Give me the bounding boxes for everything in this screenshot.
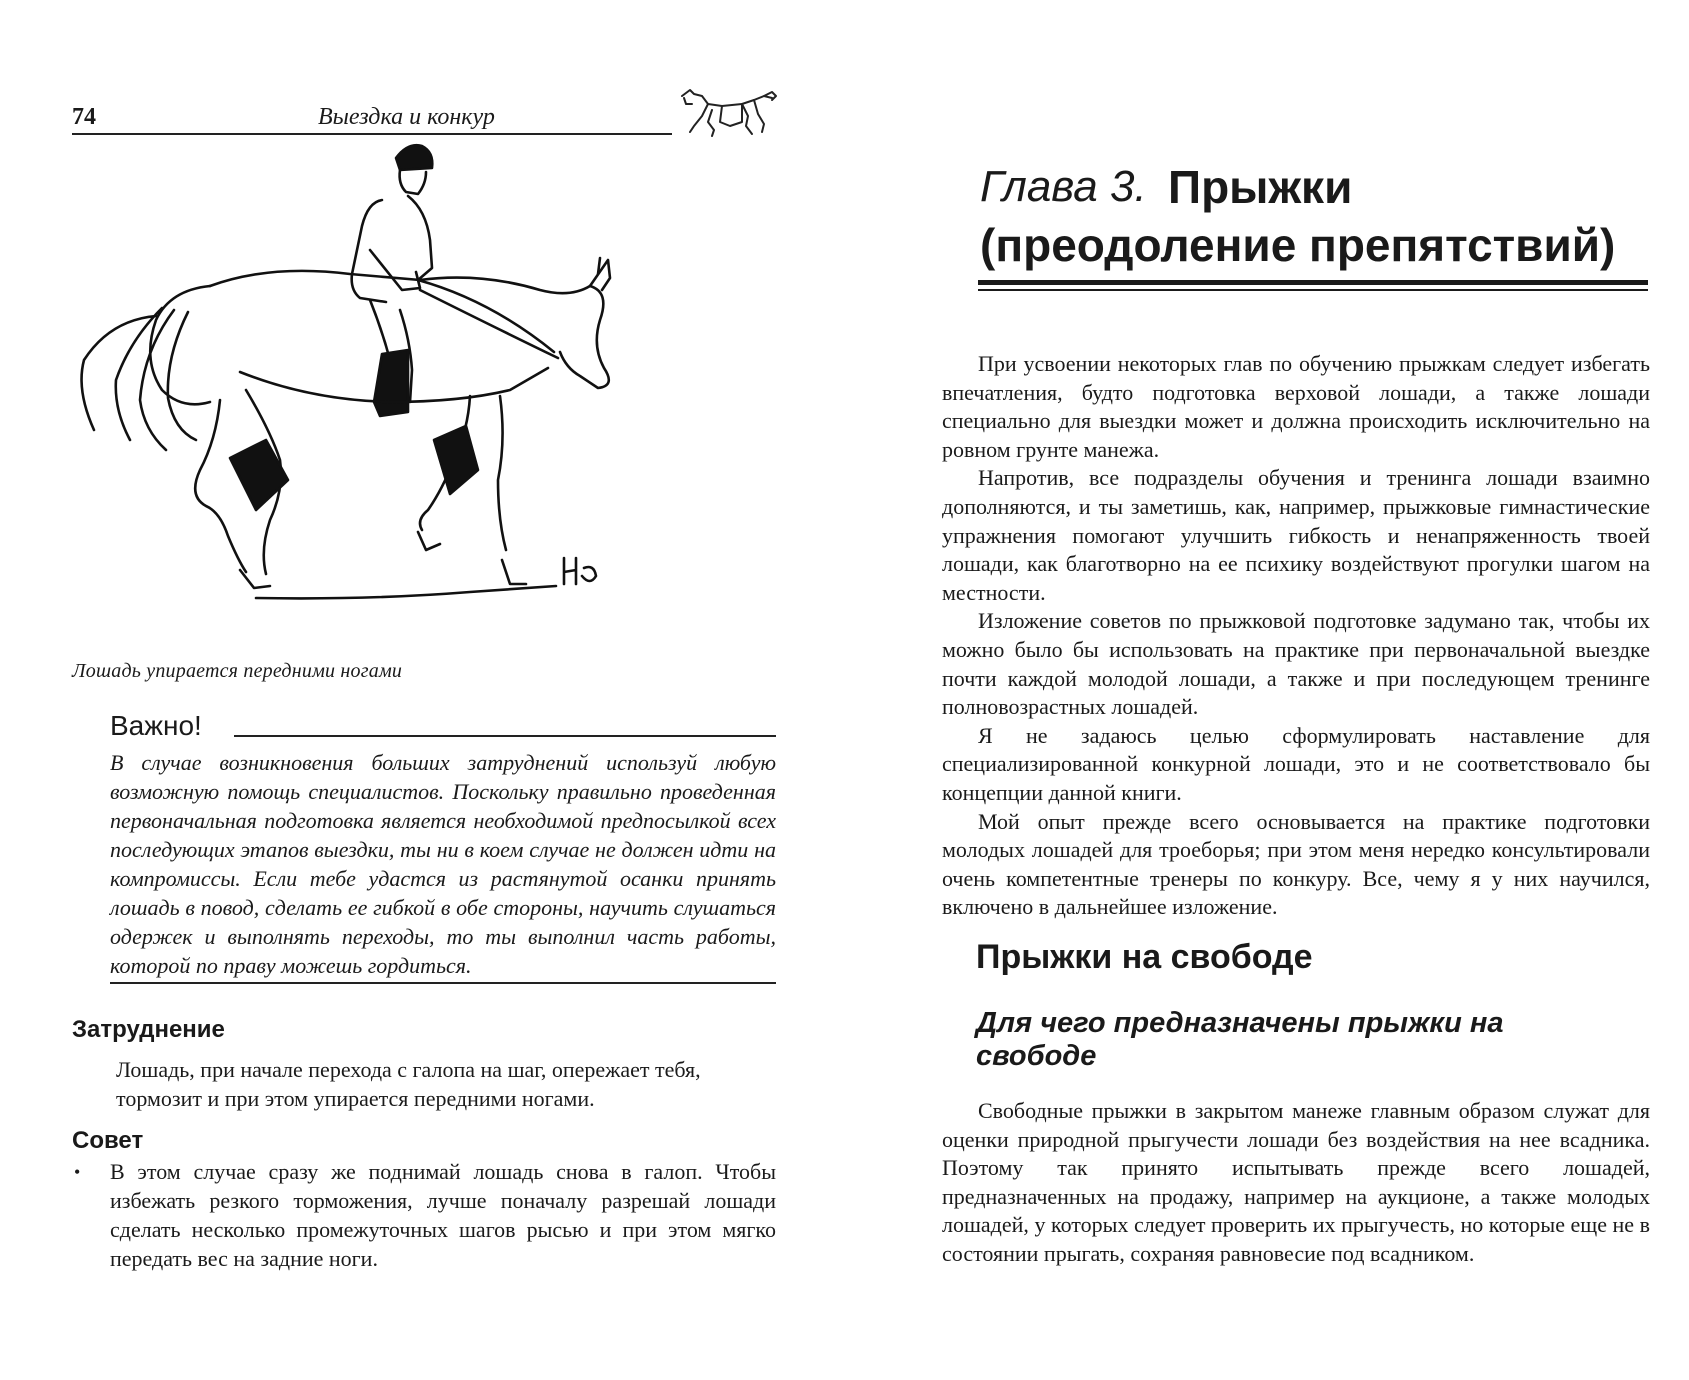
- tip-bullet: •: [74, 1162, 81, 1182]
- paragraph: Я не задаюсь целью сформулировать наставление для специализированной конкурной лошади, это и не соответствовало бы концепции данной книги.: [942, 722, 1650, 805]
- paragraph: Свободные прыжки в закрытом манеже главным образом служат для оценки природной прыгучести лошади без воздействия на нее всадника. Поэтому так принято испытывать прежде всего лошадей, предназначенных на продажу, например на аукционе, а также молодых лошадей, у которых следует проверить их прыгучесть, но которые еще не в состоянии прыгать, сохраняя равновесие под всадником.: [942, 1098, 1650, 1266]
- header-rule: [72, 133, 672, 135]
- paragraph: Напротив, все подразделы обучения и тренинга лошади взаимно дополняются, и ты заметишь, как, например, прыжковые гимнастические упражнения помогают улучшить гибкость и ненапряженность твоей лошади, как благотворно на ее психику воздействуют прогулки шагом на местности.: [942, 465, 1650, 605]
- chapter-title-line1: Прыжки: [1168, 161, 1353, 213]
- section-heading: Прыжки на свободе: [976, 938, 1313, 976]
- paragraph: Изложение советов по прыжковой подготовке задумано так, чтобы их можно было бы использовать на практике при первоначальной выездке почти каждой молодой лошади, а также и при последующем тренинге полновозрастных лошадей.: [942, 608, 1650, 720]
- chapter-label: Глава 3.: [980, 162, 1147, 211]
- important-box-title: Важно!: [110, 710, 202, 741]
- important-box-bottom-rule: [110, 982, 776, 984]
- chapter-rule-thin: [978, 289, 1648, 291]
- important-box-text: В случае возникновения больших затруднений используй любую возможную помощь специалистов. Поскольку правильно проведенная первоначальная подготовка является необходимой предпосылкой всех последующих этапов выездки, ты ни в коем случае не должен идти на компромиссы. Если тебе удастся из растянутой осанки принять лошадь в повод, сделать ее гибкой в обе стороны, научить слушаться одержек и выполнять переходы, то ты выполнил часть работы, которой по праву можешь гордиться.: [110, 750, 776, 978]
- subsection-body: [942, 1097, 1650, 1269]
- paragraph: Мой опыт прежде всего основывается на практике подготовки молодых лошадей для троеборья; при этом меня нередко консультировали очень компетентные тренеры по конкуру. Все, чему я у них научился, включено в дальнейшее изложение.: [942, 808, 1650, 920]
- tip-heading: Совет: [72, 1127, 144, 1154]
- chapter-intro: [942, 350, 1650, 922]
- difficulty-text: Лошадь, при начале перехода с галопа на шаг, опережает тебя, тормозит и при этом упирается передними ногами.: [116, 1057, 701, 1111]
- left-page: [0, 0, 820, 1380]
- difficulty-heading: Затруднение: [72, 1016, 225, 1043]
- right-page: [900, 0, 1689, 1380]
- running-title: Выездка и конкур: [318, 104, 495, 130]
- page-number: 74: [72, 104, 96, 130]
- paragraph: При усвоении некоторых глав по обучению прыжкам следует избегать впечатления, будто подготовка верховой лошади, а также лошади специально для выездки может и должна происходить исключительно на ровном грунте манежа.: [942, 351, 1650, 462]
- chapter-title-line2: (преодоление препятствий): [980, 219, 1616, 271]
- important-box-top-rule: [234, 735, 776, 737]
- tip-text: В этом случае сразу же поднимай лошадь снова в галоп. Чтобы избежать резкого торможения, лучше поначалу разрешай лошади сделать несколько промежуточных шагов рысью и при этом мягко передать вес на задние ноги.: [110, 1159, 776, 1271]
- subsection-heading: Для чего предназначены прыжки на свободе: [976, 1007, 1504, 1072]
- horse-logo-icon: [672, 82, 782, 152]
- horse-rider-illustration: [70, 140, 680, 655]
- chapter-rule: [978, 280, 1648, 285]
- illustration-caption: Лошадь упирается передними ногами: [72, 660, 403, 682]
